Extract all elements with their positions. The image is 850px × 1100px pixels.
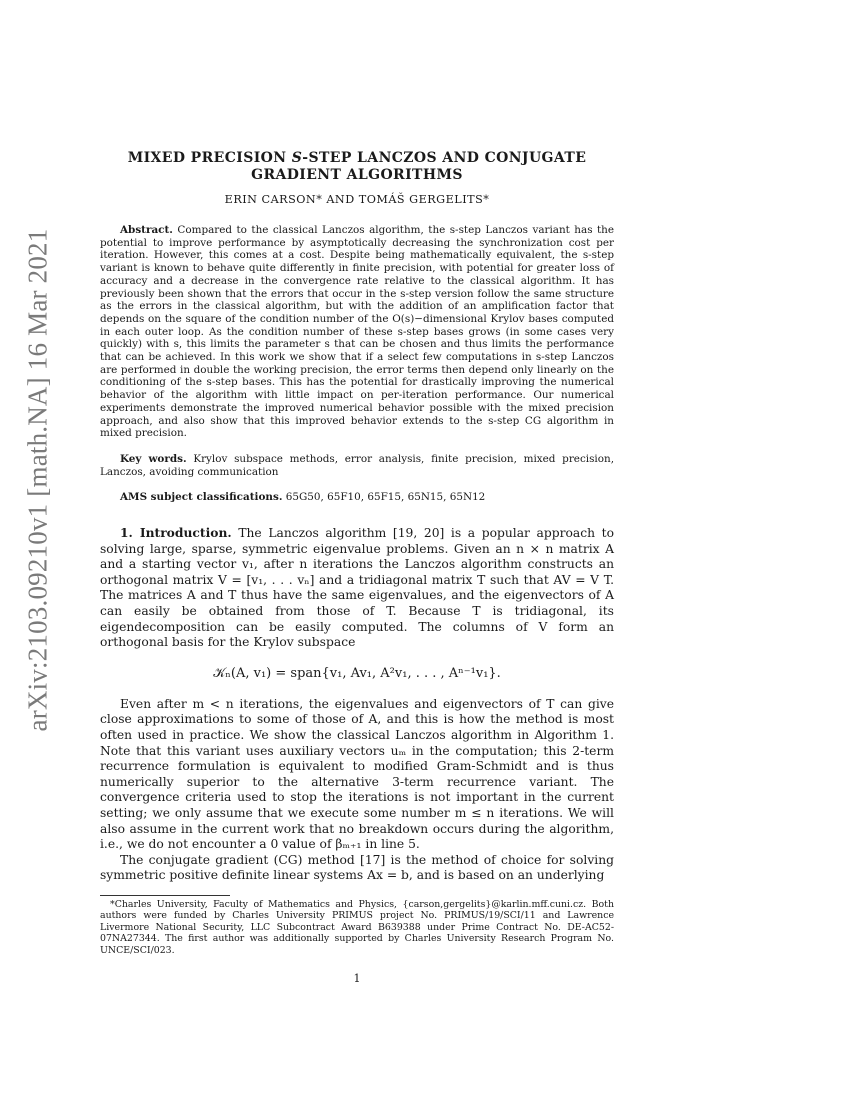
abstract-label: Abstract. bbox=[120, 224, 173, 236]
intro-paragraph-1: 1. Introduction. The Lanczos algorithm [19, 20] is a popular approach to solving large, sparse, symmetric eigenvalue problems. Given an n × n matrix A and a starting vector v₁, after n iterations the Lanczos algorithm constructs an orthogonal matrix V = [v₁, . . . vₙ] and a tridiagonal matrix T such that AV = V T. The matrices A and T thus have the same eigenvalues, and the eigenvectors of A can easily be obtained from those of T. Because T is tridiagonal, its eigendecomposition can be easily computed. The columns of V form an orthogonal basis for the Krylov subspace bbox=[100, 525, 614, 650]
intro-paragraph-2: Even after m < n iterations, the eigenvalues and eigenvectors of T can give close approximations to some of those of A, and this is how the method is most often used in practice. We show the classical Lanczos algorithm in Algorithm 1. Note that this variant uses auxiliary vectors uₘ in the computation; this 2-term recurrence formulation is equivalent to modified Gram-Schmidt and is thus numerically superior to the alternative 3-term recurrence variant. The convergence criteria used to stop the iterations is not important in the current setting; we only assume that we execute some number m ≤ n iterations. We will also assume in the current work that no breakdown occurs during the algorithm, i.e., we do not encounter a 0 value of βₘ₊₁ in line 5. bbox=[100, 696, 614, 852]
ams-text: 65G50, 65F10, 65F15, 65N15, 65N12 bbox=[285, 491, 486, 504]
arxiv-sidebar-stamp bbox=[8, 228, 68, 732]
intro-paragraph-3: The conjugate gradient (CG) method [17] is the method of choice for solving symmetric positive definite linear systems Ax = b, and is based on an underlying bbox=[100, 852, 614, 883]
ams-label: AMS subject classifications. bbox=[120, 491, 283, 504]
abstract-text: Compared to the classical Lanczos algorithm, the s-step Lanczos variant has the potential to improve performance by asymptotically decreasing the synchronization cost per iteration. However, this comes at a cost. Despite being mathematically equivalent, the s-step variant is known to behave quite differently in finite precision, with potential for greater loss of accuracy and a decrease in the convergence rate relative to the classical algorithm. It has previously been shown that the errors that occur in the s-step version follow the same structure as the errors in the classical algorithm, but with the addition of an amplification factor that depends on the square of the condition number of the O(s)−dimensional Krylov bases computed in each outer loop. As the condition number of these s-step bases grows (in some cases very quickly) with s, this limits the parameter s that can be chosen and thus limits the performance that can be achieved. In this work we show that if a select few computations in s-step Lanczos are performed in double the working precision, the error terms then depend only linearly on the conditioning of the s-step bases. This has the potential for drastically improving the numerical behavior of the algorithm with little impact on per-iteration performance. Our numerical experiments demonstrate the improved numerical behavior possible with the mixed precision approach, and also show that this improved behavior extends to the s-step CG algorithm in mixed precision. bbox=[100, 224, 614, 440]
paper-page bbox=[100, 150, 614, 956]
abstract bbox=[100, 224, 614, 440]
krylov-equation: 𝒦ₙ(A, v₁) = span{v₁, Av₁, A²v₁, . . . , Aⁿ⁻¹v₁}. bbox=[213, 665, 501, 681]
keywords bbox=[100, 453, 614, 478]
authors: ERIN CARSON* AND TOMÁŠ GERGELITS* bbox=[224, 193, 490, 206]
footnote bbox=[100, 899, 614, 956]
keywords-text: Krylov subspace methods, error analysis, finite precision, mixed precision, Lanczos, avoiding communication bbox=[100, 452, 614, 478]
section-heading: 1. Introduction. bbox=[120, 525, 232, 541]
keywords-label: Key words. bbox=[120, 452, 187, 465]
page-number: 1 bbox=[353, 972, 361, 985]
footnote-text: *Charles University, Faculty of Mathematics and Physics, {carson,gergelits}@karlin.mff.cuni.cz. Both authors were funded by Charles University PRIMUS project No. PRIMUS/19/SCI/11 and Lawrence Livermore National Security, LLC Subcontract Award B639388 under Prime Contract No. DE-AC52-07NA27344. The first author was additionally supported by Charles University Research Program No. UNCE/SCI/023. bbox=[100, 898, 614, 956]
paper-title: MIXED PRECISION S-STEP LANCZOS AND CONJUGATE GRADIENT ALGORITHMS bbox=[127, 150, 587, 183]
ams-classifications bbox=[120, 491, 614, 504]
arxiv-id: arXiv:2103.09210v1 [math.NA] 16 Mar 2021 bbox=[22, 228, 53, 732]
footnote-divider bbox=[100, 895, 230, 896]
